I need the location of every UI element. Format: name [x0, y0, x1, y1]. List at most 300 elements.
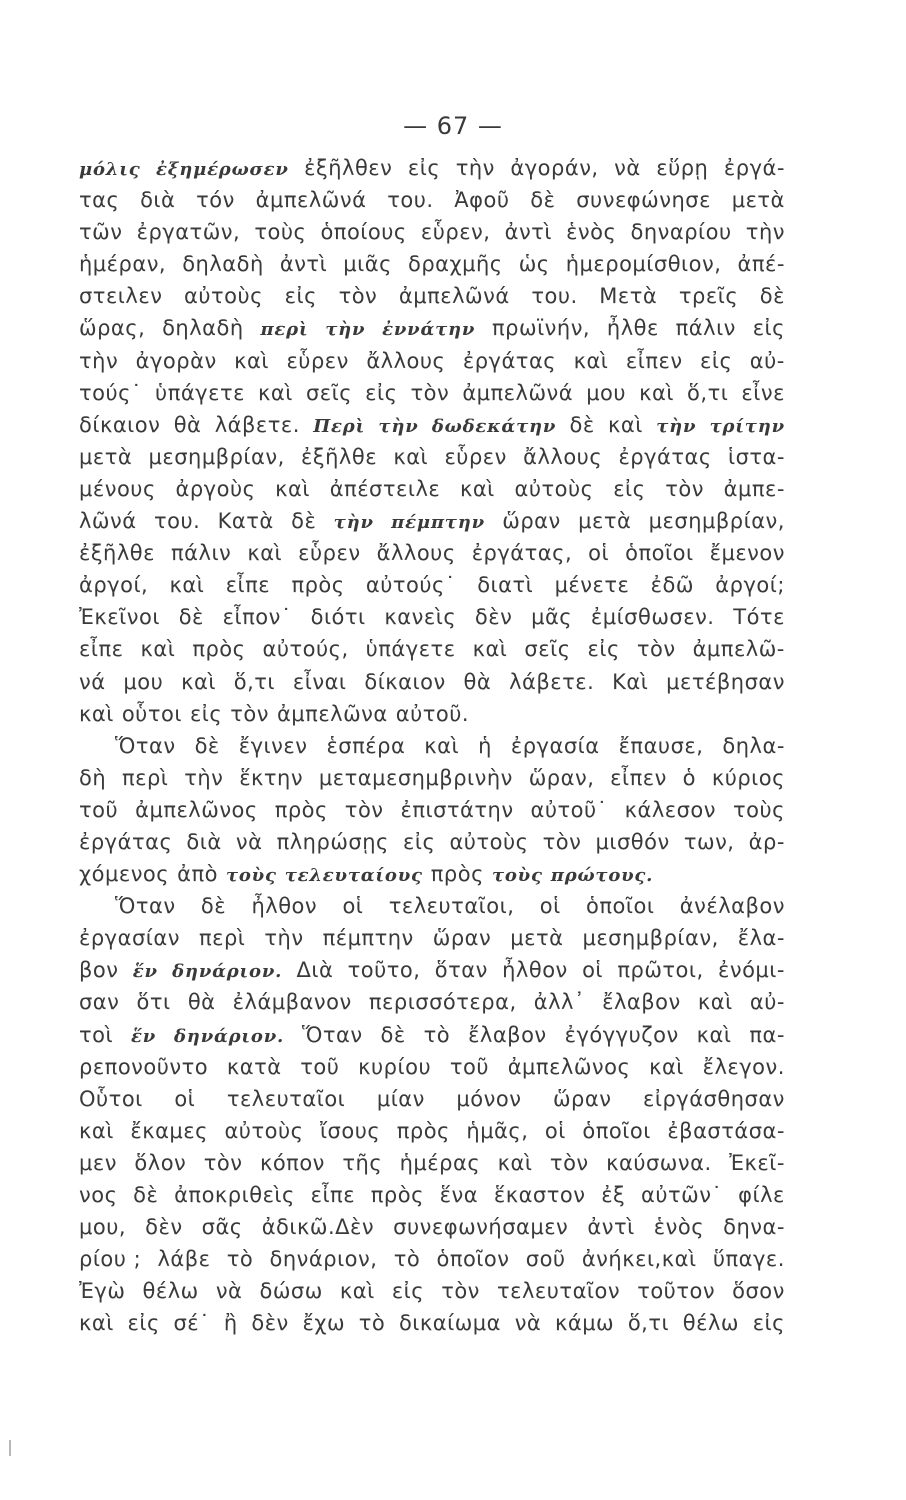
word: ἑνὸς: [566, 220, 617, 245]
word: ἐξῆλθε: [79, 541, 155, 566]
word: εἶπε: [225, 573, 271, 598]
emphasized-word: δηνάριον.: [172, 961, 283, 983]
word: τὸ: [226, 1247, 254, 1272]
word: του.: [153, 509, 201, 534]
word: εὕρῃ: [656, 156, 709, 180]
word: δὲ: [291, 509, 317, 534]
word: ἐμίσθωσεν.: [590, 605, 715, 630]
word: ἐβαστάσα-: [667, 1118, 785, 1143]
page-number: — 67 —: [403, 112, 503, 140]
word: τὸν: [542, 829, 582, 854]
emphasized-word: Περὶ: [313, 415, 366, 437]
word: θὰ: [463, 669, 492, 694]
word: εἰς: [391, 1279, 425, 1304]
word: δὴ: [79, 765, 107, 790]
word: ἐργάτας,: [471, 541, 573, 566]
word: καὶ: [649, 1054, 684, 1079]
word: τὸν: [549, 1150, 589, 1175]
text-line: [79, 826, 785, 858]
word: τὸ: [358, 1311, 386, 1336]
word: εἶνε: [741, 380, 785, 405]
word: δηλα-: [722, 733, 785, 758]
word: νὰ: [614, 156, 641, 180]
word: καὶ: [424, 733, 460, 758]
word: τοὺς: [254, 220, 307, 245]
word: τόν: [196, 188, 235, 213]
word: μετὰ: [79, 444, 133, 469]
text-line: [79, 1051, 785, 1083]
word: νά: [79, 669, 106, 694]
word: ἀνήκει,καὶ: [581, 1247, 697, 1272]
word: τοὺς: [732, 797, 785, 822]
word: ὥρας,: [79, 316, 146, 341]
margin-mark: [9, 1440, 11, 1456]
word: δὲ: [530, 188, 556, 213]
emphasized-word: πρώτους.: [550, 865, 654, 887]
word: ἀμπελῶ-: [692, 637, 785, 662]
word: ὁποῖον: [436, 1247, 510, 1272]
text-line: [79, 858, 785, 890]
word: διότι: [310, 605, 366, 630]
word: τὸν: [203, 1150, 243, 1175]
word: δηνάριον,: [269, 1247, 378, 1272]
word: κάμω: [554, 1311, 615, 1336]
word: δὲ: [200, 894, 227, 919]
word: καὶ: [181, 669, 216, 694]
word: φίλε: [738, 1183, 785, 1207]
text-line: [79, 1115, 785, 1147]
text-line: [79, 312, 785, 344]
word: σᾶς: [201, 1215, 243, 1240]
emphasized-word: δωδεκάτην: [431, 415, 557, 437]
word: Καὶ: [612, 669, 649, 694]
emphasized-word: ἕν: [131, 1025, 157, 1047]
word: ἔγινεν: [238, 733, 308, 758]
word: ἀντὶ: [279, 252, 328, 277]
text-line: [79, 505, 785, 537]
emphasized-word: ἕν: [132, 961, 158, 983]
word: εἰς: [407, 156, 441, 180]
word: τὸ: [423, 1022, 451, 1047]
word: εἰς: [127, 1311, 160, 1336]
word: καὶ: [472, 637, 508, 662]
word: καὶ: [275, 476, 310, 501]
word: ὥραν: [432, 926, 492, 951]
word: εἰργάσθησαν: [643, 1086, 785, 1111]
word: τρεῖς: [678, 284, 739, 309]
word: καὶ: [140, 637, 176, 662]
word: δώσω: [259, 1279, 323, 1304]
text-line: [79, 1211, 785, 1243]
word: εἰς: [284, 284, 317, 309]
word: δὲ: [380, 1022, 406, 1047]
word: αὐτῶν˙: [640, 1183, 723, 1207]
word: συνεφωνήσαμεν: [393, 1215, 569, 1240]
word: θέλω: [142, 1279, 199, 1304]
text-line: [79, 473, 785, 505]
word: Ὅταν: [115, 894, 176, 919]
word: λάβε: [157, 1247, 211, 1272]
text-line: [79, 1179, 785, 1211]
word: πρὸς: [192, 637, 246, 662]
word: ἐργασία: [510, 733, 600, 758]
word: εἰς: [752, 1311, 785, 1336]
word: μᾶς: [531, 605, 573, 630]
word: τοῦ: [449, 1054, 489, 1079]
word: ὁποῖοι: [586, 894, 655, 919]
word: καὶ: [258, 380, 293, 405]
text-line: [79, 666, 785, 698]
text-line: [79, 248, 785, 280]
text-line: [79, 1083, 785, 1115]
word: ὑπάγετε: [155, 380, 245, 405]
word: ὁ: [682, 765, 697, 790]
word: Ἐκεῖ-: [729, 1150, 785, 1175]
word: πάλιν: [171, 541, 232, 566]
word: ρεπονοῦντο: [79, 1054, 209, 1079]
word: νος: [79, 1183, 118, 1207]
word: ἡμέρας: [399, 1150, 481, 1175]
word: ἀργοί,: [79, 573, 149, 598]
word: ἀμπελῶνά: [255, 188, 367, 213]
word: τελευταῖοι: [226, 1086, 346, 1111]
word: δὲν: [474, 605, 513, 630]
word: εὗρεν: [444, 444, 507, 469]
word: ἀνέλαβον: [679, 894, 785, 919]
word: ἐξῆλθεν: [304, 156, 393, 180]
word: κάλεσον: [624, 797, 717, 822]
word: καὶ: [247, 541, 283, 566]
word: Κατὰ: [217, 509, 274, 534]
word: ἔκαμες: [130, 1118, 208, 1143]
word: καὶ: [639, 380, 674, 405]
word: ἔλαβον: [468, 1022, 547, 1047]
word: εὗρεν: [286, 348, 349, 373]
word: εἰς: [700, 348, 733, 373]
word: ἦλθε: [606, 316, 659, 341]
word: μίαν: [376, 1086, 425, 1111]
word: δὲ: [759, 284, 785, 309]
emphasized-word: πέμπτην: [391, 512, 485, 534]
word: νὰ: [235, 829, 263, 854]
word: σοῦ: [525, 1247, 566, 1272]
text-line: [79, 954, 785, 986]
word: διὰ: [140, 188, 176, 213]
word: ἡμερομίσθιον,: [565, 252, 722, 277]
word: Ἐκεῖνοι: [79, 605, 160, 630]
word: θὰ: [187, 990, 216, 1015]
word: ὅ,τι: [233, 669, 276, 694]
word: ὅτι: [136, 990, 171, 1015]
word: ὥραν: [552, 1086, 612, 1111]
word: σέ˙: [173, 1311, 211, 1336]
text-line: [79, 1147, 785, 1179]
word: εἶπεν: [610, 765, 667, 790]
word: τῆς: [342, 1150, 383, 1175]
word: εἰς: [587, 637, 620, 662]
text-line: [79, 633, 785, 665]
emphasized-word: τὴν: [378, 415, 419, 437]
word: αὐτοὺς: [184, 284, 264, 309]
word: ἐργασίαν: [79, 926, 180, 951]
word: κυρίου: [358, 1054, 432, 1079]
word: ὅσον: [732, 1279, 785, 1304]
word: ἀντὶ: [587, 1215, 635, 1240]
emphasized-word: δηνάριον.: [174, 1025, 285, 1047]
word: καὶ: [234, 348, 269, 373]
word: ἄλλους: [366, 348, 446, 373]
word: δικαίωμα: [398, 1311, 502, 1336]
word: θὰ: [173, 412, 202, 437]
word: καὶ: [497, 1150, 533, 1175]
word: κανεὶς: [384, 605, 457, 630]
word: μιᾶς: [343, 252, 392, 277]
word: λάβετε.: [214, 412, 300, 437]
word: μου,: [79, 1215, 127, 1240]
word: μεταμεσημβρινὴν: [318, 765, 513, 790]
word: περὶ: [121, 765, 169, 790]
word: τοῦ: [79, 797, 119, 822]
word: θέλω: [682, 1311, 740, 1336]
word: πρὸς: [274, 797, 328, 822]
word: εἰς: [189, 701, 223, 726]
word: νὰ: [215, 1279, 243, 1304]
text-line: [79, 1019, 785, 1051]
word: ἔλεγον.: [702, 1054, 785, 1079]
word: ὅλον: [134, 1150, 187, 1175]
word: ἀποκριθεὶς: [174, 1183, 295, 1207]
word: περὶ: [198, 926, 246, 951]
word: ὕπαγε.: [712, 1247, 785, 1272]
word: καὶ: [608, 412, 643, 437]
word: αὐτούς,: [262, 637, 349, 662]
word: ρίου ;: [79, 1247, 142, 1272]
text-line: [79, 409, 785, 441]
word: ἄλλους: [523, 444, 603, 469]
word: ἀμπελῶνος: [135, 797, 258, 822]
word: ἀμπε-: [723, 476, 785, 501]
text-line: [79, 1307, 785, 1339]
word: ἐργάτας: [462, 348, 557, 373]
word: τὸ: [393, 1247, 421, 1272]
word: καὶ: [79, 1311, 114, 1336]
word: ἀργοὺς: [175, 476, 256, 501]
word: ἐπιστάτην: [400, 797, 514, 822]
word: τὴν: [455, 156, 495, 180]
word: τὸν: [636, 637, 676, 662]
word: τοῦτο,: [347, 958, 421, 983]
word: τὸν: [344, 797, 384, 822]
word: ἀπέ-: [737, 252, 785, 277]
word: ἀμπελῶνος: [507, 1054, 631, 1079]
text-line: [79, 216, 785, 248]
word: ὁποίους: [320, 220, 407, 245]
word: πληρώσῃς: [276, 829, 389, 854]
text-line: [79, 922, 785, 954]
word: πρωϊνήν,: [492, 316, 591, 341]
word: πρὸς: [370, 1183, 424, 1207]
word: τὴν: [264, 926, 304, 951]
word: ἀπὸ: [177, 862, 218, 887]
word: δὲ: [194, 733, 220, 758]
word: ἐγόγγυζον: [564, 1022, 679, 1047]
word: δηνα-: [723, 1215, 785, 1240]
word: κύριος: [711, 765, 785, 790]
word: Ἐγὼ: [79, 1279, 126, 1304]
word: μεσημβρίαν,: [148, 444, 285, 469]
word: ἐργά-: [723, 156, 785, 180]
word: οἱ: [582, 958, 604, 983]
word: εἰς: [752, 316, 785, 341]
word: Ὅταν: [302, 1022, 363, 1047]
word: ὅ,τι: [687, 380, 729, 405]
word: ἔπαυσε,: [618, 733, 704, 758]
word: ἕνα: [439, 1183, 479, 1207]
word: καὶ: [393, 444, 429, 469]
word: εἶπον˙: [222, 605, 292, 630]
word: μου: [123, 669, 164, 694]
word: ἦλθον: [502, 958, 568, 983]
word: ἡ: [478, 733, 492, 758]
word: δίκαιον: [364, 669, 446, 694]
word: εἰς: [613, 476, 646, 501]
word: καὶ: [573, 348, 609, 373]
word: ἀρ-: [748, 829, 785, 854]
word: εὗρεν,: [420, 220, 491, 245]
word: μισθόν: [595, 829, 670, 854]
word: αὐτοὺς: [224, 1118, 304, 1143]
word: μόνον: [456, 1086, 522, 1111]
text-line: [79, 890, 785, 922]
word: τοὶ: [79, 1022, 114, 1047]
word: τὸν: [230, 701, 269, 726]
word: νὰ: [514, 1311, 542, 1336]
word: ὅ,τι: [627, 1311, 670, 1336]
word: Ἀφοῦ: [454, 188, 510, 213]
word: ὥραν: [502, 509, 561, 534]
word: δίκαιον: [79, 412, 161, 437]
word: τῶν: [79, 220, 123, 245]
word: αὐ-: [749, 990, 785, 1015]
word: ὁποῖοι: [582, 1118, 651, 1143]
word: μένετε: [554, 573, 630, 598]
word: οὗτοι: [121, 701, 182, 726]
word: δὲ: [133, 1183, 159, 1207]
word: οἱ: [588, 541, 610, 566]
text-line: [79, 377, 785, 409]
text-line: [79, 184, 785, 216]
word: δραχμῆς: [407, 252, 503, 277]
text-line: [79, 698, 785, 730]
emphasized-word: ἐννάτην: [382, 319, 476, 341]
emphasized-word: ἐξημέρωσεν: [156, 159, 289, 180]
word: δηλαδὴ: [182, 252, 264, 277]
emphasized-word: τρίτην: [709, 415, 785, 437]
word: πρὸς: [430, 862, 484, 887]
word: ἔλα-: [737, 926, 785, 951]
word: ἀμπελῶνα: [276, 701, 388, 726]
text-line: [79, 569, 785, 601]
emphasized-word: μόλις: [79, 159, 141, 180]
word: πέμπτην: [322, 926, 414, 951]
emphasized-word: τοὺς: [225, 865, 277, 887]
word: εἶπε: [310, 1183, 356, 1207]
word: δηναρίου: [630, 220, 732, 245]
word: ἀδικῶ.Δὲν: [261, 1215, 375, 1240]
word: τὸν: [410, 380, 450, 405]
word: ἡμᾶς,: [466, 1118, 529, 1143]
word: συνεφώνησε: [576, 188, 711, 213]
word: ὑπάγετε: [365, 637, 456, 662]
word: ἐλάμβανον: [232, 990, 352, 1015]
word: εἶπεν: [625, 348, 683, 373]
word: μου: [586, 380, 627, 405]
word: ἔλαβον: [602, 990, 681, 1015]
emphasized-word: τὴν: [333, 512, 374, 534]
word: περισσότερα,: [368, 990, 517, 1015]
word: αὐτοὺς: [514, 476, 594, 501]
word: καὶ: [79, 701, 114, 726]
word: ἐργατῶν,: [136, 220, 241, 245]
word: ἀγορὰν: [135, 348, 217, 373]
text-line: [79, 345, 785, 377]
emphasized-word: τελευταίους: [284, 865, 423, 887]
word: αὐ-: [749, 348, 785, 373]
word: καὶ: [169, 573, 205, 598]
text-line: [79, 1275, 785, 1307]
word: τὴν: [79, 348, 119, 373]
word: εἰς: [403, 829, 436, 854]
word: πρῶτοι,: [617, 958, 704, 983]
word: πάλιν: [675, 316, 736, 341]
word: αὐτοῦ˙: [530, 797, 608, 822]
word: ἕκαστον: [493, 1183, 586, 1207]
text-line: [79, 986, 785, 1018]
word: ὅταν: [434, 958, 488, 983]
emphasized-word: τοὺς: [491, 865, 543, 887]
word: ἔχω: [302, 1311, 346, 1336]
word: ἀπέστειλε: [329, 476, 441, 501]
word: ἱστα-: [728, 444, 785, 469]
word: τὴν: [745, 220, 785, 245]
word: ἑνὸς: [653, 1215, 705, 1240]
word: Οὗτοι: [79, 1086, 143, 1111]
word: ἦλθον: [251, 894, 318, 919]
word: ὁποῖοι: [625, 541, 694, 566]
word: μεσημβρίαν,: [648, 509, 785, 534]
word: λάβετε.: [509, 669, 595, 694]
word: ὥραν,: [528, 765, 595, 790]
word: ἐργάτας: [79, 829, 173, 854]
word: λῶνά: [79, 509, 137, 534]
text-line: [79, 280, 785, 312]
text-line: [79, 537, 785, 569]
word: Τότε: [733, 605, 785, 630]
emphasized-word: περὶ: [260, 319, 309, 341]
text-line: [79, 441, 785, 473]
word: του.: [531, 284, 578, 309]
body-text: [79, 152, 785, 1339]
word: πρὸς: [396, 1118, 450, 1143]
word: τελευταῖον: [497, 1279, 621, 1304]
word: πα-: [749, 1022, 785, 1047]
word: ἐδῶ: [650, 573, 694, 598]
word: ἢ: [223, 1311, 238, 1336]
word: αὐτοὺς: [449, 829, 529, 854]
word: μεν: [79, 1150, 117, 1175]
word: δὲ: [569, 412, 595, 437]
word: μετὰ: [510, 926, 564, 951]
